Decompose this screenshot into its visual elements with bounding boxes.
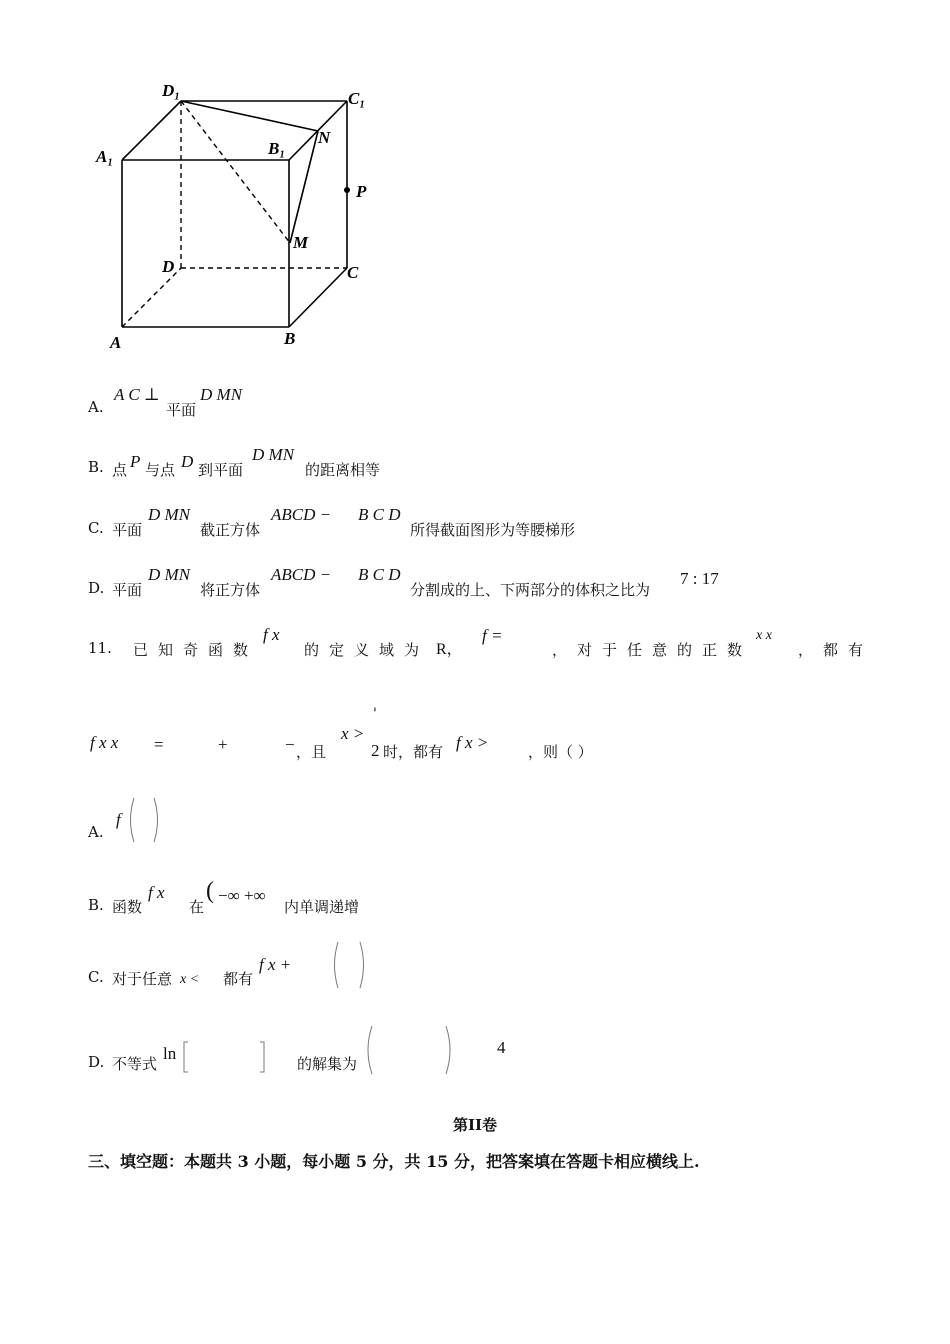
point-P: [344, 187, 350, 193]
question-text: ，都有: [798, 641, 874, 659]
option-letter: D.: [88, 579, 105, 597]
cube-figure: [0, 0, 400, 360]
option-letter: B.: [88, 458, 104, 476]
segment-D1-N: [181, 101, 318, 131]
option-letter: D.: [88, 1053, 105, 1071]
math-expression: D MN: [148, 505, 191, 524]
math-expression: f x +: [259, 955, 292, 974]
label-D: D: [162, 257, 175, 276]
math-expression: f x x: [90, 733, 119, 752]
math-expression: x >: [341, 724, 365, 743]
math-expression: f: [116, 810, 121, 829]
math-expression: f x >: [456, 733, 489, 752]
label-D1: D₁: [162, 81, 181, 100]
math-paren-open: (: [206, 878, 214, 904]
option-text: 所得截面图形为等腰梯形: [410, 521, 576, 539]
math-expression: B C D: [358, 505, 401, 524]
math-expression: =: [154, 735, 164, 754]
math-expression: ABCD −: [271, 505, 332, 524]
math-expression: 4: [497, 1038, 506, 1057]
math-expression: D MN: [200, 385, 243, 404]
segment-N-M: [290, 131, 318, 243]
math-expression: 2: [371, 741, 380, 760]
question-text: ，且: [296, 743, 327, 761]
hidden-edge-A-D: [122, 268, 181, 327]
option-text: 分割成的上、下两部分的体积之比为: [410, 581, 651, 599]
option-text: 点: [112, 461, 128, 479]
label-C1: C₁: [348, 89, 366, 108]
math-parentheses: [362, 1024, 456, 1076]
label-B: B: [284, 329, 296, 348]
question-text: 时，都有: [383, 743, 444, 761]
math-ln: ln: [163, 1044, 177, 1063]
option-text: 的距离相等: [305, 461, 381, 479]
question-number: 11.: [88, 639, 112, 657]
option-letter: A.: [88, 398, 104, 416]
math-parentheses: [126, 796, 162, 844]
section-title: 第II卷: [452, 1116, 498, 1134]
option-letter: B.: [88, 896, 104, 914]
question-text: ，则（ ）: [528, 743, 593, 761]
label-A1: A₁: [96, 147, 114, 166]
option-text: 内单调递增: [284, 898, 360, 916]
option-text: 与点: [145, 461, 176, 479]
math-expression: −: [285, 735, 295, 754]
option-text: 平面: [112, 581, 143, 599]
option-letter: A.: [88, 823, 104, 841]
math-set: R，: [436, 641, 463, 658]
math-expression: +: [218, 735, 228, 754]
option-text: 平面: [112, 521, 143, 539]
math-ratio: 7 : 17: [680, 569, 719, 588]
option-letter: C.: [88, 968, 104, 986]
math-expression: D MN: [148, 565, 191, 584]
question-text: 的定义域为: [304, 641, 430, 659]
option-text: 平面: [166, 401, 197, 419]
option-text: 在: [189, 898, 205, 916]
option-text: 将正方体: [200, 581, 261, 599]
label-A: A: [110, 333, 122, 352]
question-text: 已知奇函数: [133, 641, 259, 659]
math-expression: B C D: [358, 565, 401, 584]
edge-B-C: [289, 268, 347, 327]
option-text: 对于任意: [112, 970, 173, 988]
math-expression: D MN: [252, 445, 295, 464]
label-C: C: [347, 263, 359, 282]
label-N: N: [318, 128, 331, 147]
math-parentheses: [330, 940, 368, 990]
option-text: 都有: [223, 970, 254, 988]
math-brackets: [180, 1040, 270, 1074]
prime-mark: ': [373, 706, 377, 722]
option-text: 函数: [112, 898, 143, 916]
hidden-segment-D1-M: [181, 101, 290, 243]
option-letter: C.: [88, 519, 104, 537]
option-text: 不等式: [112, 1055, 158, 1073]
option-text: 的解集为: [297, 1055, 358, 1073]
option-text: 截正方体: [200, 521, 261, 539]
math-expression: x x: [756, 628, 772, 643]
section-heading: 三、填空题：本题共 3 小题，每小题 5 分，共 15 分，把答案填在答题卡相应横线上.: [88, 1152, 700, 1171]
label-B1: B₁: [268, 139, 286, 158]
edge-A1-D1: [122, 101, 181, 160]
math-expression: f =: [482, 626, 503, 645]
math-expression: D: [181, 452, 194, 471]
label-P: P: [356, 182, 367, 201]
math-expression: P: [130, 452, 141, 471]
math-expression: A C ⊥: [114, 385, 160, 404]
option-text: 到平面: [198, 461, 244, 479]
math-expression: ABCD −: [271, 565, 332, 584]
math-expression: f x: [263, 625, 280, 644]
math-expression: f x: [148, 883, 165, 902]
math-interval: −∞ +∞: [218, 886, 266, 905]
label-M: M: [293, 233, 309, 252]
question-text: ，对于任意的正数: [552, 641, 753, 659]
math-expression: x <: [180, 972, 200, 987]
